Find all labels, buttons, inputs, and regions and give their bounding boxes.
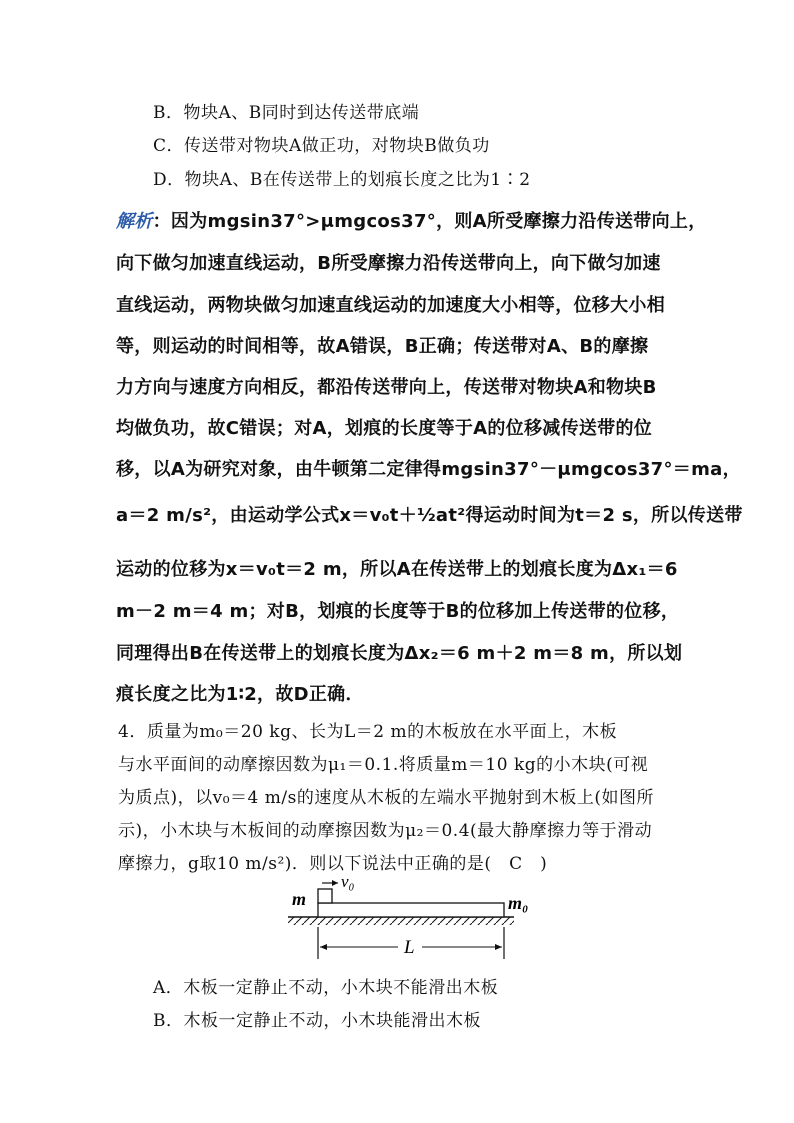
question-line-2: 与水平面间的动摩擦因数为μ₁＝0.1.将质量m＝10 kg的小木块(可视 xyxy=(118,755,649,775)
analysis-line-3: 直线运动，两物块做匀加速直线运动的加速度大小相等，位移大小相 xyxy=(116,295,665,316)
velocity-arrowhead xyxy=(332,880,338,886)
length-arrowhead-right xyxy=(495,944,502,950)
analysis-line-4: 等，则运动的时间相等，故A错误，B正确；传送带对A、B的摩擦 xyxy=(116,336,649,357)
analysis-line-11: 同理得出B在传送带上的划痕长度为Δx₂＝6 m＋2 m＝8 m，所以划 xyxy=(116,643,683,664)
block-mass-label: m xyxy=(292,889,307,909)
ground-hatch xyxy=(288,917,514,925)
analysis-line-8: a＝2 m/s²，由运动学公式x＝v₀t＋½at²得运动时间为t＝2 s，所以传送带 xyxy=(116,505,743,526)
analysis-line-1 xyxy=(116,207,707,233)
analysis-line-5: 力方向与速度方向相反，都沿传送带向上，传送带对物块A和物块B xyxy=(116,377,657,398)
analysis-line-2: 向下做匀加速直线运动，B所受摩擦力沿传送带向上，向下做匀加速 xyxy=(116,253,661,274)
analysis-line-7: 移，以A为研究对象，由牛顿第二定律得mgsin37°－μmgcos37°＝ma， xyxy=(116,459,741,480)
option-c-prev: C．传送带对物块A做正功，对物块B做负功 xyxy=(153,136,490,156)
small-block xyxy=(318,889,332,903)
length-arrowhead-left xyxy=(320,944,327,950)
analysis-line-12: 痕长度之比为1∶2，故D正确． xyxy=(116,684,364,705)
analysis-line-10: m－2 m＝4 m；对B，划痕的长度等于B的位移加上传送带的位移， xyxy=(116,601,680,622)
length-label: L xyxy=(404,937,415,958)
analysis-text: ：因为mgsin37°>μmgcos37°，则A所受摩擦力沿传送带向上， xyxy=(152,211,707,232)
option-d-prev: D．物块A、B在传送带上的划痕长度之比为1∶2 xyxy=(153,170,531,190)
question-line-5: 摩擦力，g取10 m/s²)．则以下说法中正确的是( C ) xyxy=(118,854,548,874)
wooden-board xyxy=(318,903,504,917)
analysis-line-6: 均做负功，故C错误；对A，划痕的长度等于A的位移减传送带的位 xyxy=(116,418,653,439)
velocity-label: v₀ xyxy=(341,872,355,891)
question-line-4: 示)，小木块与木板间的动摩擦因数为μ₂＝0.4(最大静摩擦力等于滑动 xyxy=(118,821,653,841)
board-mass-label: m₀ xyxy=(508,893,529,913)
option-b: B．木板一定静止不动，小木块能滑出木板 xyxy=(153,1011,481,1031)
question-line-3: 为质点)，以v₀＝4 m/s的速度从木板的左端水平抛射到木板上(如图所 xyxy=(118,788,654,808)
option-b-prev: B．物块A、B同时到达传送带底端 xyxy=(153,103,420,123)
analysis-tag: 解析 xyxy=(116,211,153,232)
analysis-line-9: 运动的位移为x＝v₀t＝2 m，所以A在传送带上的划痕长度为Δx₁＝6 xyxy=(116,559,678,580)
question-line-1: 4．质量为m₀＝20 kg、长为L＝2 m的木板放在水平面上，木板 xyxy=(118,722,618,742)
board-block-diagram xyxy=(280,867,529,967)
option-a: A．木板一定静止不动，小木块不能滑出木板 xyxy=(153,978,499,998)
